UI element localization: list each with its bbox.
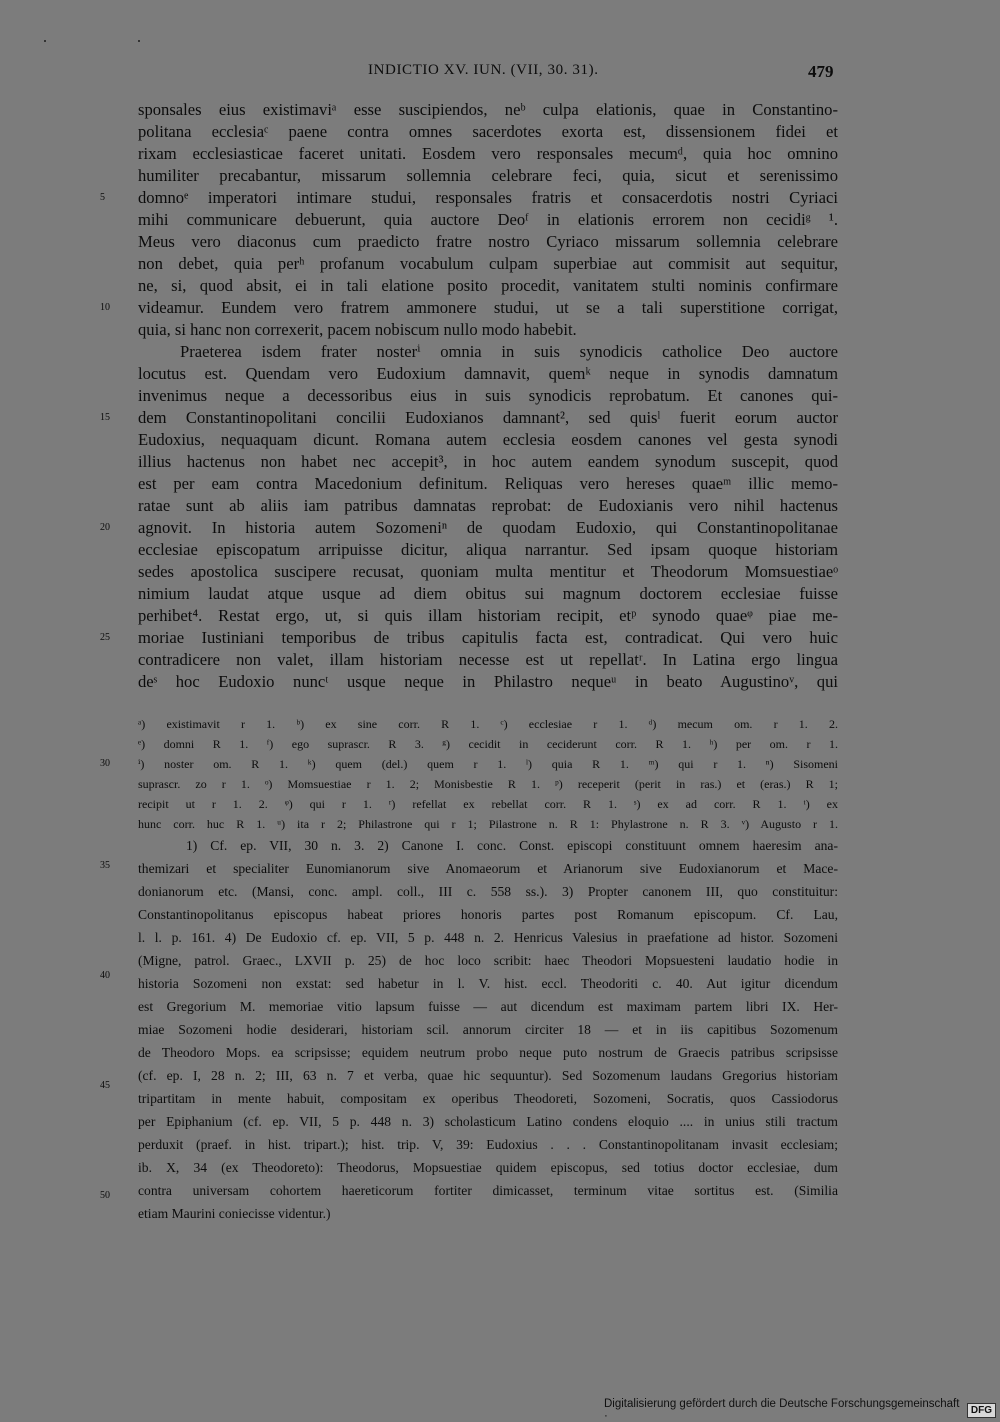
apparatus-line: suprascr. zo r 1. ᵒ) Momsuestiae r 1. 2; Monisbestie R 1. ᵖ) receperit (perit in ras.) et (eras.) R 1; <box>138 777 838 791</box>
text-line: deˢ hoc Eudoxio nuncᵗ usque neque in Philastro nequeᵘ in beato Augustinoᵛ, qui <box>138 672 838 691</box>
text-line: politana ecclesiaᶜ paene contra omnes sacerdotes exorta est, dissensionem fidei et <box>138 122 838 141</box>
line-number: 35 <box>100 860 110 871</box>
note-line: (cf. ep. I, 28 n. 2; III, 63 n. 7 et verba, quae hic sequuntur). Sed Sozomenum laudans Gregorius historiam <box>138 1068 838 1083</box>
note-line: miae Sozomeni hodie desiderari, historiam scil. annorum circiter 18 — et in iis capitibus Sozomenum <box>138 1022 838 1037</box>
text-line: humiliter precabantur, missarum sollemnia celebrare feci, quia, sicut et serenissimo <box>138 166 838 185</box>
text-line: dem Constantinopolitani concilii Eudoxianos damnant², sed quisˡ fuerit eorum auctor <box>138 408 838 427</box>
running-title: INDICTIO XV. IUN. (VII, 30. 31). <box>368 62 599 78</box>
note-line: tripartitam in mente habuit, compositam ex operibus Theodoreti, Sozomeni, Socratis, quos Cassiodorus <box>138 1091 838 1106</box>
text-line: est per eam contra Macedonium definitum. Reliquas vero hereses quaeᵐ illic memo- <box>138 474 838 493</box>
line-number: 10 <box>100 302 110 313</box>
line-number: 30 <box>100 758 110 769</box>
text-line: agnovit. In historia autem Sozomeniⁿ de quodam Eudoxio, qui Constantinopolitanae <box>138 518 838 537</box>
text-line: locutus est. Quendam vero Eudoxium damnavit, quemᵏ neque in synodis damnatum <box>138 364 838 383</box>
scan-speck <box>138 40 140 42</box>
note-line: etiam Maurini coniecisse videntur.) <box>138 1206 331 1221</box>
note-line: est Gregorium M. memoriae vitio lapsum fuisse — aut dicendum est maximam partem libri IX. Her- <box>138 999 838 1014</box>
line-number: 45 <box>100 1080 110 1091</box>
line-number: 50 <box>100 1190 110 1201</box>
text-line: videamur. Eundem vero fratrem ammonere studui, ut se a tali superstitione corrigat, <box>138 298 838 317</box>
text-line: domnoᵉ imperatori intimare studui, responsales fratris et consacerdotis nostri Cyriaci <box>138 188 838 207</box>
note-line: 1) Cf. ep. VII, 30 n. 3. 2) Canone I. conc. Const. episcopi constituunt omnem haeresim ana- <box>186 838 838 853</box>
apparatus-line: ᵃ) existimavit r 1. ᵇ) ex sine corr. R 1. ᶜ) ecclesiae r 1. ᵈ) mecum om. r 1. 2. <box>138 717 838 731</box>
note-line: Constantinopolitanus episcopus habeat priores honoris partes post Romanum episcopum. Cf. Lau, <box>138 907 838 922</box>
scan-speck <box>44 40 46 42</box>
text-line: quia, si hanc non correxerit, pacem nobiscum nullo modo habebit. <box>138 320 577 339</box>
line-number: 25 <box>100 632 110 643</box>
text-line: ne, si, quod absit, ei in tali elatione posito procedit, vanitatem stulti nominis confirmare <box>138 276 838 295</box>
text-line: non debet, quia perʰ profanum vocabulum culpam superbiae aut commisit aut sequitur, <box>138 254 838 273</box>
text-line: sponsales eius existimaviᵃ esse suscipiendos, neᵇ culpa elationis, quae in Constantino- <box>138 100 838 119</box>
note-line: themizari et specialiter Eunomianorum sive Anomaeorum et Arianorum sive Eudoxianorum et Mace- <box>138 861 838 876</box>
digitization-credit <box>604 1398 996 1422</box>
text-line: ratae sunt ab aliis iam patribus damnatas reprobat: de Eudoxianis vero nihil hactenus <box>138 496 838 515</box>
line-number: 5 <box>100 192 105 203</box>
text-line: nimium laudat atque usque ad diem obitus sui magnum doctorem ecclesiae fuisse <box>138 584 838 603</box>
text-line: moriae Iustiniani temporibus de tribus capitulis facta est, contradicat. Qui vero huic <box>138 628 838 647</box>
text-line: contradicere non valet, illam historiam necesse est ut repellatʳ. In Latina ergo lingua <box>138 650 838 669</box>
note-line: de Theodoro Mops. ea scripsisse; equidem neutrum probo neque puto nostrum de Graecis patribus scripsisse <box>138 1045 838 1060</box>
apparatus-line: recipit ut r 1. 2. ᵠ) qui r 1. ʳ) refellat ex rebellat corr. R 1. ˢ) ex ad corr. R 1. ᵗ) ex <box>138 797 838 811</box>
note-line: donianorum etc. (Mansi, conc. ampl. coll., III c. 558 ss.). 3) Propter canonem III, quo constituitur: <box>138 884 838 899</box>
note-line: contra universam cohortem haereticorum fortiter dimicasset, terminum vitae sortitus est. (Similia <box>138 1183 838 1198</box>
line-number: 20 <box>100 522 110 533</box>
text-line: Meus vero diaconus cum praedicto fratre nostro Cyriaco missarum sollemnia celebrare <box>138 232 838 251</box>
note-line: perduxit (praef. in hist. tripart.); hist. trip. V, 39: Eudoxius . . . Constantinopolitanam invasit ecclesiam; <box>138 1137 838 1152</box>
apparatus-line: ᵉ) domni R 1. ᶠ) ego suprascr. R 3. ᵍ) cecidit in ceciderunt corr. R 1. ʰ) per om. r 1. <box>138 737 838 751</box>
apparatus-line: hunc corr. huc R 1. ᵘ) ita r 2; Philastrone qui r 1; Pilastrone n. R 1: Phylastrone n. R 3. ᵛ) Augusto r 1. <box>138 817 838 831</box>
text-line: ecclesiae episcopatum arripuisse dicitur, aliqua narrantur. Sed ipsam quoque historiam <box>138 540 838 559</box>
text-line: mihi communicare debuerunt, quia auctore Deoᶠ in elationis errorem non cecidiᵍ ¹. <box>138 210 838 229</box>
page-number: 479 <box>808 62 834 81</box>
text-line: sedes apostolica suscipere recusat, quoniam multa mentitur et Theodorum Momsuestiaeᵒ <box>138 562 838 581</box>
note-line: ib. X, 34 (ex Theodoreto): Theodorus, Mopsuestiae quidem episcopus, sed totius doctor ecclesiae, dum <box>138 1160 838 1175</box>
note-line: per Epiphanium (cf. ep. VII, 5 p. 448 n. 3) scholasticum Latino condens eloquio .... in unius stili tractum <box>138 1114 838 1129</box>
dfg-logo: DFG <box>967 1403 996 1418</box>
text-line: Praeterea isdem frater nosterⁱ omnia in suis synodicis catholice Deo auctore <box>180 342 838 361</box>
note-line: historia Sozomeni non exstat: sed habetur in l. V. hist. eccl. Theodoriti c. 40. Aut igitur dicendum <box>138 976 838 991</box>
note-line: l. l. p. 161. 4) De Eudoxio cf. ep. VII, 5 p. 448 n. 2. Henricus Valesius in praefatione ad histor. Sozomeni <box>138 930 838 945</box>
text-line: perhibet⁴. Restat ergo, ut, si quis illam historiam recipit, etᵖ synodo quaeᵠ piae me- <box>138 606 838 625</box>
text-line: Eudoxius, nequaquam dicunt. Romana autem ecclesia eosdem canones vel gesta synodi <box>138 430 838 449</box>
note-line: (Migne, patrol. Graec., LXVII p. 25) de hoc loco scribit: haec Theodori Mopsuesteni laudatio hodie in <box>138 953 838 968</box>
text-line: invenimus neque a decessoribus eius in suis synodicis reprobatum. Et canones qui- <box>138 386 838 405</box>
text-line: illius hactenus non habet nec accepit³, in hoc autem eandem synodum suscepit, quod <box>138 452 838 471</box>
line-number: 15 <box>100 412 110 423</box>
text-line: rixam ecclesiasticae faceret unitati. Eosdem vero responsales mecumᵈ, quia hoc omnino <box>138 144 838 163</box>
line-number: 40 <box>100 970 110 981</box>
apparatus-line: ⁱ) noster om. R 1. ᵏ) quem (del.) quem r 1. ˡ) quia R 1. ᵐ) qui r 1. ⁿ) Sisomeni <box>138 757 838 771</box>
footer-text: Digitalisierung gefördert durch die Deutsche Forschungsgemeinschaft · <box>604 1398 960 1422</box>
